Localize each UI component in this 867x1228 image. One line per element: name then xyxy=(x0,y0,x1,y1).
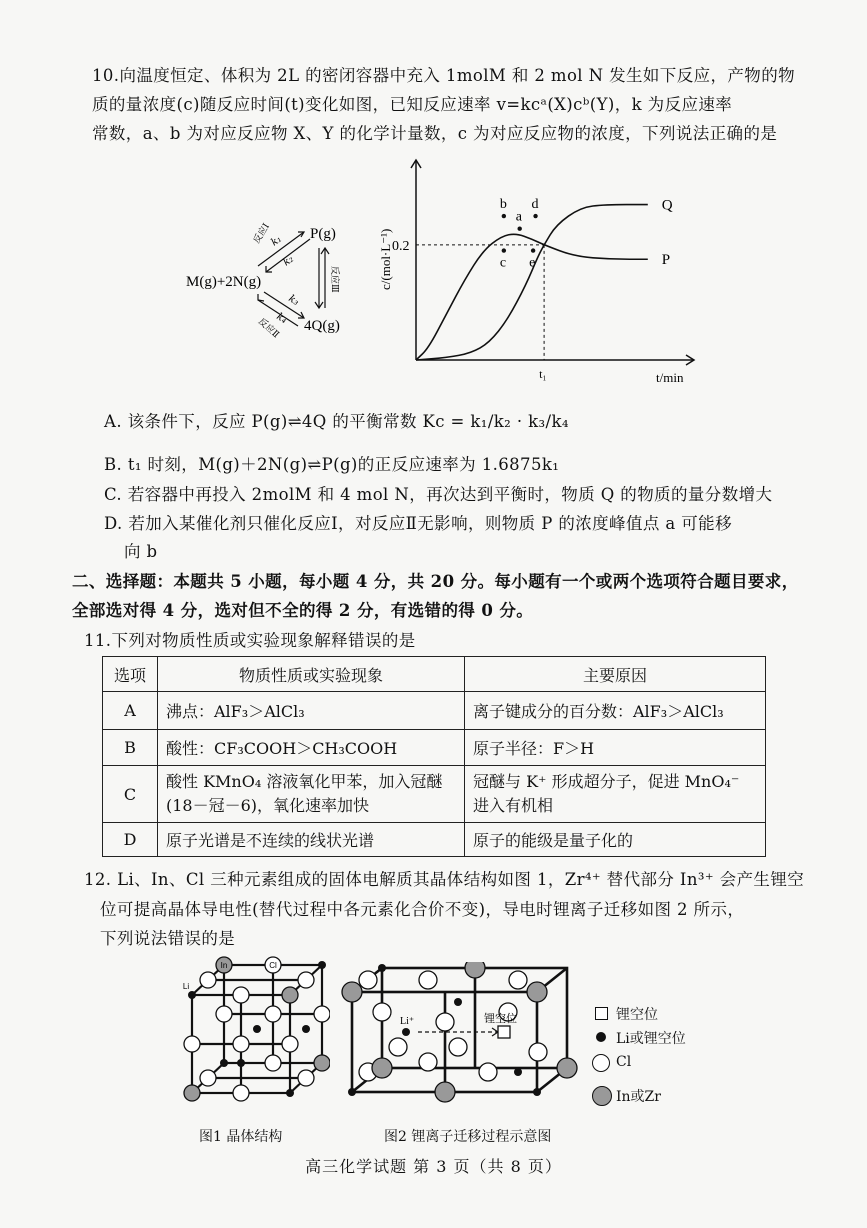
table-row xyxy=(103,730,766,766)
chlorine-circle-icon xyxy=(592,1054,610,1072)
row-option: D xyxy=(103,823,158,857)
x-tick-label: t₁ xyxy=(539,367,547,381)
point-a xyxy=(518,227,522,231)
q10-option-b: B. t₁ 时刻，M(g)＋2N(g)⇌P(g)的正反应速率为 1.6875k₁ xyxy=(104,455,560,474)
fig1-in-label: In xyxy=(220,961,228,970)
k4-label: k₄ xyxy=(274,311,289,327)
legend-label: Li或锂空位 xyxy=(616,1031,686,1047)
y-axis-label: c/(mol·L⁻¹) xyxy=(378,228,393,290)
section2-instructions-line1: 二、选择题：本题共 5 小题，每小题 4 分，共 20 分。每小题有一个或两个选项符合题目要求， xyxy=(72,572,799,591)
reaction-scheme xyxy=(178,208,368,348)
legend-item xyxy=(592,1028,702,1054)
q10-stem-line2: 质的量浓度(c)随反应时间(t)变化如图，已知反应速率 v=kcᵃ(X)cᵇ(Y)，k 为反应速率 xyxy=(92,95,733,114)
q11-stem: 11.下列对物质性质或实验现象解释错误的是 xyxy=(84,631,416,650)
legend-item xyxy=(592,1054,702,1084)
q10-stem-line1: 10.向温度恒定、体积为 2L 的密闭容器中充入 1molM 和 2 mol N 发生如下反应，产物的物 xyxy=(92,66,795,85)
row-reason: 冠醚与 K⁺ 形成超分子，促进 MnO₄⁻ 进入有机相 xyxy=(465,766,766,823)
q10-option-a: A. 该条件下，反应 P(g)⇌4Q 的平衡常数 Kc = k₁/k₂ · k₃/k₄ xyxy=(104,412,569,431)
q10-option-d-line1: D. 若加入某催化剂只催化反应Ⅰ，对反应Ⅱ无影响，则物质 P 的浓度峰值点 a 可能移 xyxy=(104,514,732,533)
figure-legend xyxy=(592,1004,702,1112)
row-reason: 原子半径：F＞H xyxy=(465,730,766,766)
legend-item xyxy=(592,1004,702,1028)
reaction-ii-label: 反应Ⅱ xyxy=(255,316,281,341)
point-label-d: d xyxy=(531,197,539,213)
point-label-a: a xyxy=(515,209,522,225)
point-label-b: b xyxy=(499,197,507,213)
y-tick-label: 0.2 xyxy=(392,238,410,254)
scheme-left: M(g)+2N(g) xyxy=(186,274,262,290)
point-e xyxy=(531,248,535,252)
q11-table xyxy=(102,656,766,857)
table-header-row xyxy=(103,657,766,692)
section2-instructions-line2: 全部选对得 4 分，选对但不全的得 2 分，有选错的得 0 分。 xyxy=(72,601,534,620)
row-reason: 原子的能级是量子化的 xyxy=(465,823,766,857)
series-line-q xyxy=(416,205,648,360)
row-phenomenon: 沸点：AlF₃＞AlCl₃ xyxy=(158,692,465,730)
q12-stem-line2: 位可提高晶体导电性(替代过程中各元素化合价不变)，导电时锂离子迁移如图 2 所示， xyxy=(100,900,745,919)
row-phenomenon: 原子光谱是不连续的线状光谱 xyxy=(158,823,465,857)
migration-figure xyxy=(338,962,588,1112)
fig1-cl-label: Cl xyxy=(269,961,277,970)
reaction-i-label: 反应Ⅰ xyxy=(252,222,272,246)
point-d xyxy=(533,214,537,218)
scheme-top: P(g) xyxy=(310,226,336,242)
table-row xyxy=(103,823,766,857)
fig2-caption: 图2 锂离子迁移过程示意图 xyxy=(384,1129,552,1145)
k3-label: k₃ xyxy=(286,293,301,309)
q10-stem-line3: 常数，a、b 为对应反应物 X、Y 的化学计量数，c 为对应反应物的浓度，下列说法正确的是 xyxy=(92,124,778,143)
crystal-structure-figure xyxy=(180,955,330,1105)
vacancy-square-icon xyxy=(595,1007,608,1020)
table-row xyxy=(103,766,766,823)
fig2-li-ion-label: Li⁺ xyxy=(400,1016,415,1027)
fig2-vacancy-label: 锂空位 xyxy=(484,1013,517,1025)
k1-label: k₁ xyxy=(269,233,284,249)
row-option: A xyxy=(103,692,158,730)
reaction-iii-label: 反应Ⅲ xyxy=(329,266,339,293)
q12-stem-line1: 12. Li、In、Cl 三种元素组成的固体电解质其晶体结构如图 1，Zr⁴⁺ 替代部分 In³⁺ 会产生锂空 xyxy=(84,870,805,889)
row-phenomenon: 酸性 KMnO₄ 溶液氧化甲苯，加入冠醚(18－冠－6)，氧化速率加快 xyxy=(158,766,465,823)
point-b xyxy=(502,214,506,218)
header-phenomenon: 物质性质或实验现象 xyxy=(158,657,465,692)
fig1-li-label: Li xyxy=(182,982,190,991)
series-label-q: Q xyxy=(661,197,673,214)
point-c xyxy=(502,248,506,252)
k2-label: k₂ xyxy=(281,253,296,269)
scheme-bottom: 4Q(g) xyxy=(304,318,340,334)
q10-option-c: C. 若容器中再投入 2molM 和 4 mol N，再次达到平衡时，物质 Q 的物质的量分数增大 xyxy=(104,485,773,504)
legend-label: In或Zr xyxy=(616,1089,661,1105)
lithium-dot-icon xyxy=(596,1032,606,1042)
row-reason: 离子键成分的百分数：AlF₃＞AlCl₃ xyxy=(465,692,766,730)
row-phenomenon: 酸性：CF₃COOH＞CH₃COOH xyxy=(158,730,465,766)
point-label-e: e xyxy=(529,255,536,271)
header-reason: 主要原因 xyxy=(465,657,766,692)
concentration-chart xyxy=(360,140,700,390)
legend-item xyxy=(592,1084,702,1112)
series-line-p xyxy=(416,234,648,360)
row-option: B xyxy=(103,730,158,766)
point-label-c: c xyxy=(499,255,507,271)
fig1-caption: 图1 晶体结构 xyxy=(199,1129,283,1145)
table-row xyxy=(103,692,766,730)
page-footer: 高三化学试题 第 3 页（共 8 页） xyxy=(305,1157,562,1176)
header-option: 选项 xyxy=(103,657,158,692)
row-option: C xyxy=(103,766,158,823)
series-label-p: P xyxy=(661,252,671,269)
legend-label: 锂空位 xyxy=(616,1007,658,1023)
x-axis-label: t/min xyxy=(656,370,684,385)
indium-circle-icon xyxy=(592,1086,612,1106)
legend-label: Cl xyxy=(616,1054,632,1070)
q12-stem-line3: 下列说法错误的是 xyxy=(100,929,236,948)
q10-option-d-line2: 向 b xyxy=(124,542,158,561)
